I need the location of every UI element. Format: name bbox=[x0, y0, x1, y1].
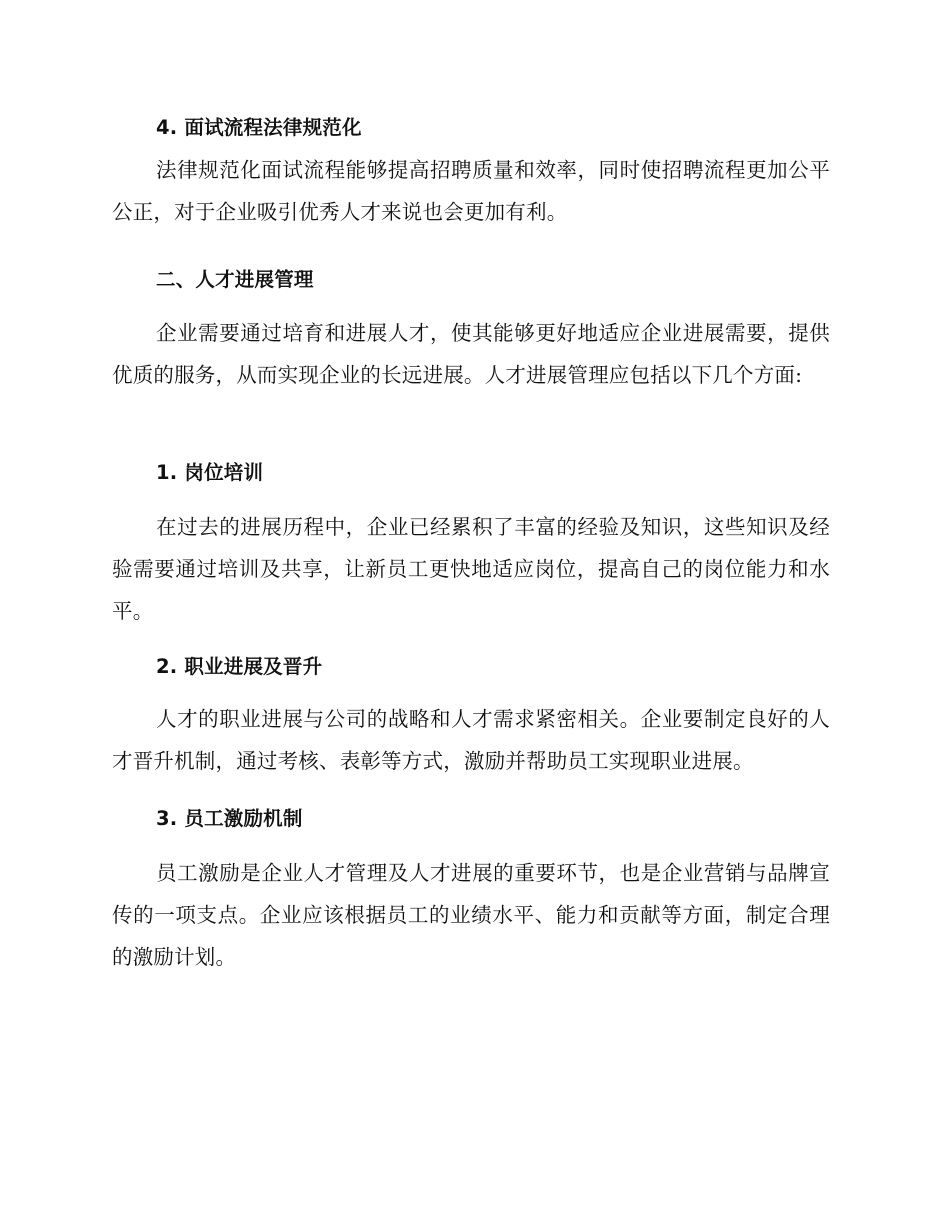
section-heading-career-promotion: 2. 职业进展及晋升 bbox=[156, 655, 323, 678]
section-body-interview-process: 法律规范化面试流程能够提高招聘质量和效率，同时使招聘流程更加公平公正，对于企业吸引优秀人才来说也会更加有利。 bbox=[112, 158, 830, 224]
section-body-talent-development: 企业需要通过培育和进展人才，使其能够更好地适应企业进展需要，提供优质的服务，从而实现企业的长远进展。人才进展管理应包括以下几个方面: bbox=[112, 321, 830, 387]
section-body-incentive-mechanism: 员工激励是企业人才管理及人才进展的重要环节，也是企业营销与品牌宣传的一项支点。企业应该根据员工的业绩水平、能力和贡献等方面，制定合理的激励计划。 bbox=[112, 861, 830, 969]
section-heading-job-training: 1. 岗位培训 bbox=[156, 461, 264, 484]
section-body-job-training: 在过去的进展历程中，企业已经累积了丰富的经验及知识，这些知识及经验需要通过培训及共享，让新员工更快地适应岗位，提高自己的岗位能力和水平。 bbox=[112, 515, 830, 623]
section-heading-talent-development: 二、人才进展管理 bbox=[156, 268, 314, 291]
section-body-career-promotion: 人才的职业进展与公司的战略和人才需求紧密相关。企业要制定良好的人才晋升机制，通过考核、表彰等方式，激励并帮助员工实现职业进展。 bbox=[112, 707, 830, 773]
section-heading-incentive-mechanism: 3. 员工激励机制 bbox=[156, 807, 303, 830]
section-heading-interview-process: 4. 面试流程法律规范化 bbox=[156, 116, 362, 139]
